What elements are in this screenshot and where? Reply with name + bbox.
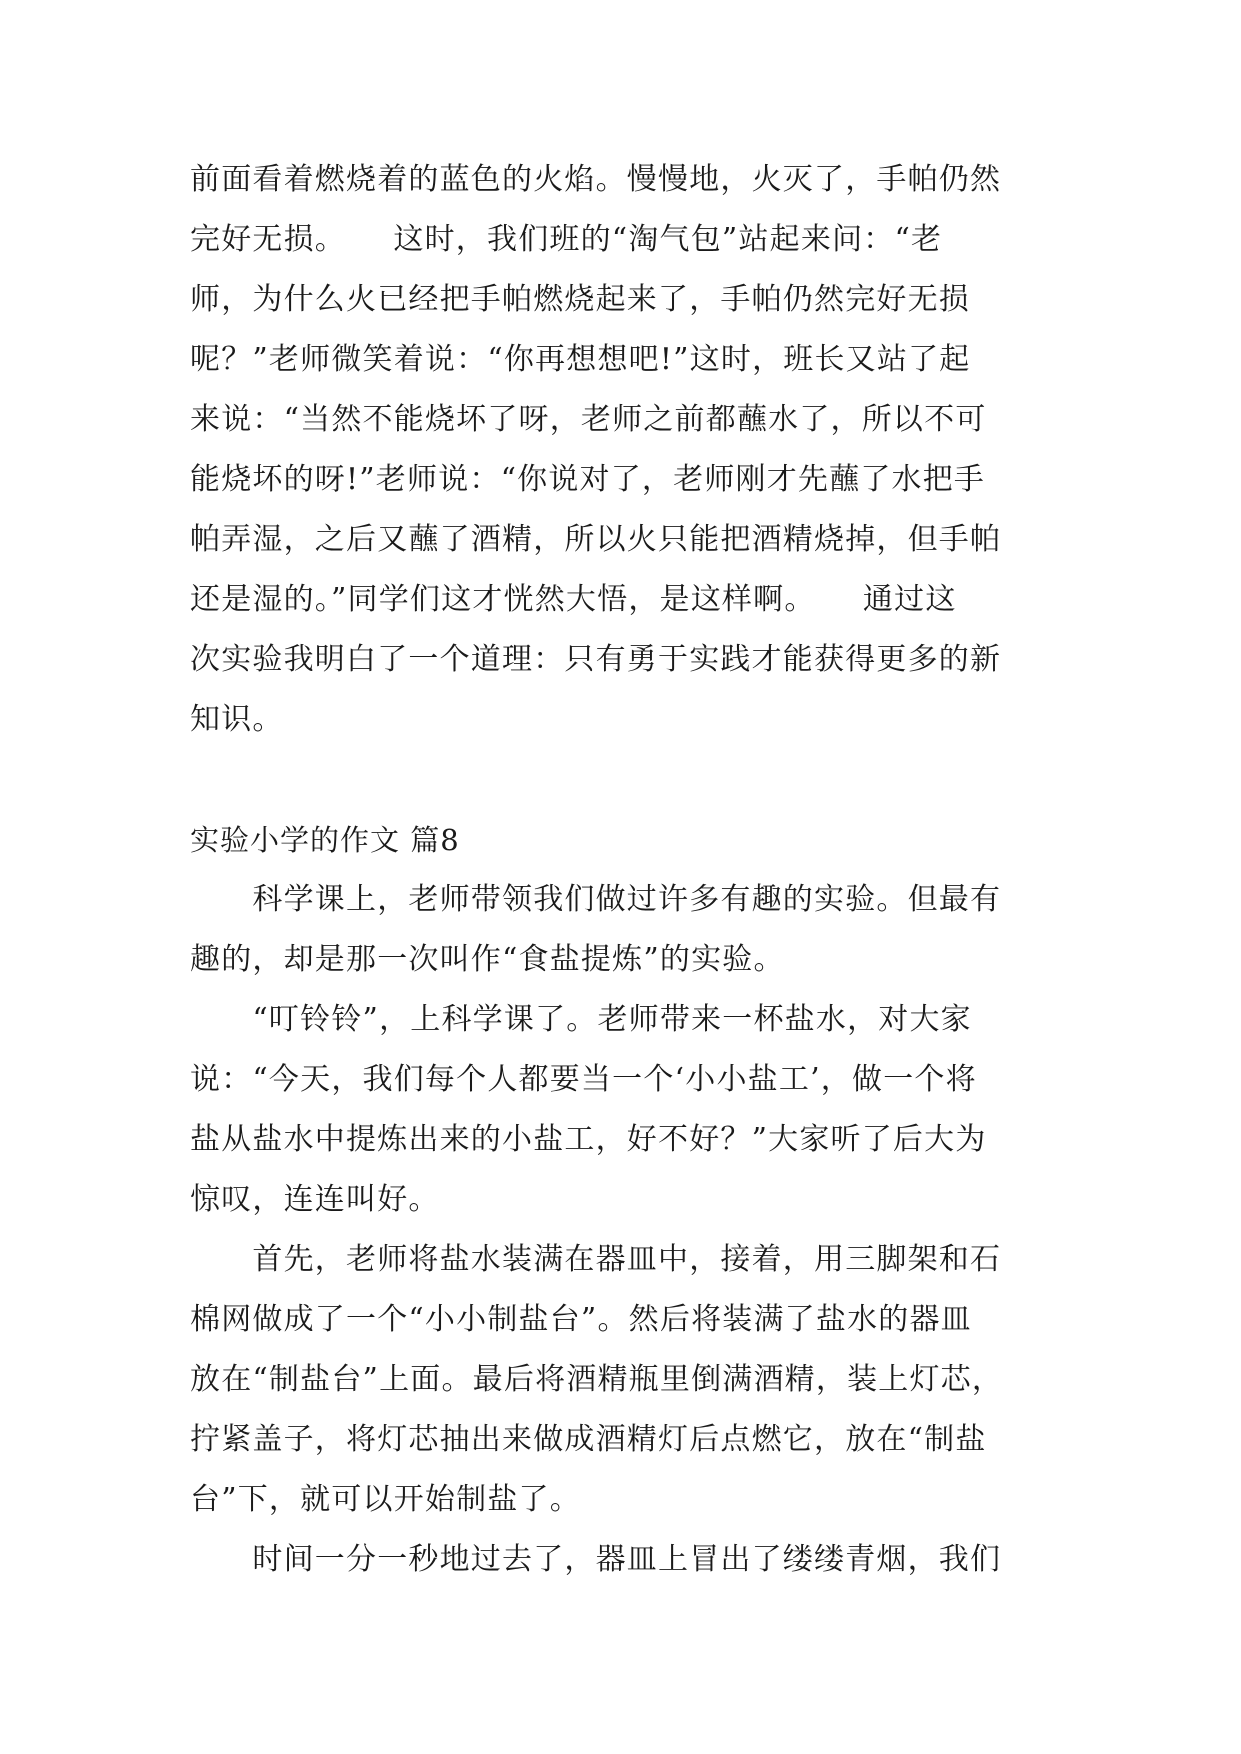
text-line: 放在“制盐台”上面。最后将酒精瓶里倒满酒精，装上灯芯，	[190, 1362, 1004, 1397]
text-line: 拧紧盖子，将灯芯抽出来做成酒精灯后点燃它，放在“制盐	[190, 1422, 987, 1457]
text-line: 呢？”老师微笑着说：“你再想想吧!”这时，班长又站了起	[190, 342, 971, 377]
text-line: 前面看着燃烧着的蓝色的火焰。慢慢地，火灭了，手帕仍然	[190, 162, 1002, 197]
text-line: “叮铃铃”，上科学课了。老师带来一杯盐水，对大家	[190, 1002, 972, 1037]
text-line: 棉网做成了一个“小小制盐台”。然后将装满了盐水的器皿	[190, 1302, 972, 1337]
text-line: 趣的，却是那一次叫作“食盐提炼”的实验。	[190, 942, 785, 977]
section-title: 实验小学的作文 篇8	[190, 823, 460, 857]
document-page	[190, 150, 1060, 1590]
text-line: 还是湿的。”同学们这才恍然大悟，是这样啊。 通过这	[190, 582, 957, 617]
text-line: 说：“今天，我们每个人都要当一个‘小小盐工’，做一个将	[190, 1062, 977, 1097]
text-line: 次实验我明白了一个道理：只有勇于实践才能获得更多的新	[190, 642, 1002, 677]
text-line: 科学课上，老师带领我们做过许多有趣的实验。但最有	[190, 882, 1002, 917]
text-line: 盐从盐水中提炼出来的小盐工，好不好？”大家听了后大为	[190, 1122, 987, 1157]
text-line: 完好无损。 这时，我们班的“淘气包”站起来问：“老	[190, 222, 943, 257]
section-spacer	[190, 750, 1060, 810]
text-line: 来说：“当然不能烧坏了呀，老师之前都蘸水了，所以不可	[190, 402, 987, 437]
essay-body	[190, 870, 1060, 1590]
text-line: 帕弄湿，之后又蘸了酒精，所以火只能把酒精烧掉，但手帕	[190, 522, 1002, 557]
text-line: 知识。	[190, 702, 284, 737]
text-line: 时间一分一秒地过去了，器皿上冒出了缕缕青烟，我们	[190, 1542, 1002, 1577]
paragraph-experiment-ending	[190, 150, 1060, 750]
text-line: 台”下，就可以开始制盐了。	[190, 1482, 581, 1517]
text-line: 能烧坏的呀!”老师说：“你说对了，老师刚才先蘸了水把手	[190, 462, 986, 497]
text-line: 惊叹，连连叫好。	[190, 1182, 440, 1217]
text-line: 师，为什么火已经把手帕燃烧起来了，手帕仍然完好无损	[190, 282, 970, 317]
text-line: 首先，老师将盐水装满在器皿中，接着，用三脚架和石	[190, 1242, 1002, 1277]
